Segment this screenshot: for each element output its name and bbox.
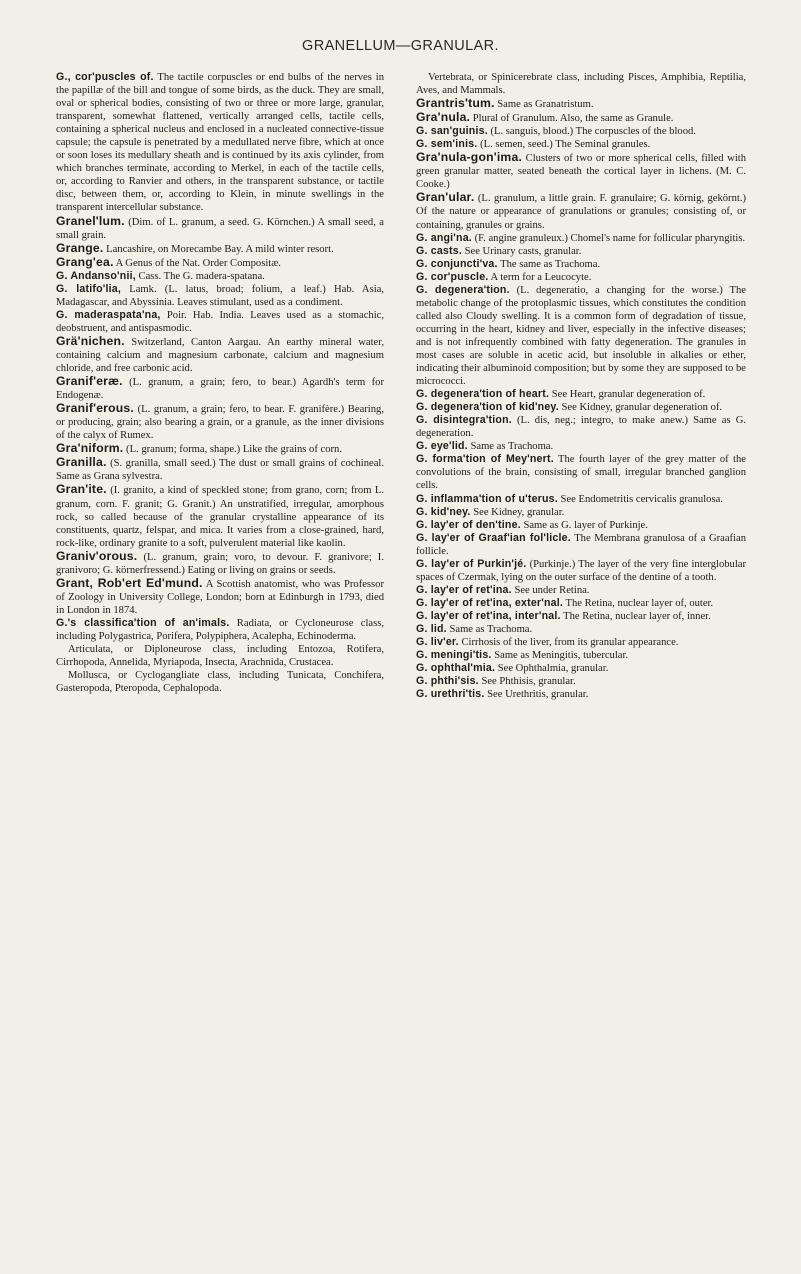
entry-definition: See under Retina. xyxy=(511,584,590,596)
entry-definition: See Endometritis cervicalis granulosa. xyxy=(557,493,723,505)
entry-headword: G. liv'er. xyxy=(416,636,459,649)
entry-definition: A Genus of the Nat. Order Compositæ. xyxy=(113,257,281,269)
entry-headword: Grant, Rob'ert Ed'mund. xyxy=(56,575,203,590)
entry-headword: G. lay'er of Purkin'jé. xyxy=(416,557,527,570)
entry-headword: G. Andanso'nii, xyxy=(56,269,136,282)
entry-headword: Grantris'tum. xyxy=(416,96,495,111)
entry-definition: Same as Granatristum. xyxy=(494,99,594,111)
dictionary-entry xyxy=(416,453,746,492)
entry-definition: See Kidney, granular degeneration of. xyxy=(558,402,723,414)
entry-definition: (L. granum, a grain; fero, to bear.) Agardh's term for Endogenæ. xyxy=(56,377,384,402)
entry-definition: See Ophthalmia, granular. xyxy=(495,663,609,675)
entry-definition: (I. granito, a kind of speckled stone; from grano, corn; from L. granum, corn. F. granit; G. Granit.) An unstratified, irregular, amorphous rock, so called because of the granular crystalline appearance of its constituents, quartz, felspar, and mica. It varies from a close-grained, hard, rock-like, ordinary granite to a soft, pulverulent material like kaolin. xyxy=(56,485,384,549)
entry-headword: G. degenera'tion of heart. xyxy=(416,388,550,401)
dictionary-entry xyxy=(416,584,746,597)
entry-definition: Mollusca, or Cyclogangliate class, including Tunicata, Conchifera, Gasteropoda, Pteropoda, Cephalopoda. xyxy=(56,670,384,695)
entry-definition: (L. semen, seed.) The Seminal granules. xyxy=(477,139,651,151)
dictionary-entry xyxy=(56,617,384,643)
entry-headword: G. kid'ney. xyxy=(416,505,471,518)
entry-definition: A Scottish anatomist, who was Professor of Zoology in University College, London; born at Edinburgh in 1793, died in London in 1874. xyxy=(56,578,384,616)
entry-headword: Gra'nula. xyxy=(416,110,471,125)
dictionary-entry xyxy=(56,242,384,256)
entry-definition: See Kidney, granular. xyxy=(470,506,565,518)
entry-definition: (S. granilla, small seed.) The dust or small grains of cochineal. Same as Grana sylvestra. xyxy=(56,458,384,483)
dictionary-entry xyxy=(56,283,384,309)
entry-definition: Vertebrata, or Spinicerebrate class, including Pisces, Amphibia, Reptilia, Aves, and Mammals. xyxy=(416,72,746,97)
entry-headword: Gra'nula-gon'ima. xyxy=(416,150,523,165)
entry-definition: See Phthisis, granular. xyxy=(478,676,576,688)
entry-definition: (L. degeneratio, a changing for the worse.) The metabolic change of the protoplasmic tissues, which constitutes the condition called also Cloudy swelling. It is a common form of degradation of tissue, occurring in the heart, kidney and liver, especially in the infective diseases; and is not infrequently combined with fatty degeneration. The granules in most cases are soluble in acetic acid, but insoluble in alkalies or ether, indicating their albuminoid composition; but by some they are supposed to be micrococci. xyxy=(416,284,746,388)
entry-headword: Grange. xyxy=(56,240,104,255)
dictionary-entry xyxy=(416,519,746,532)
entry-definition: The fourth layer of the grey matter of the convolutions of the brain, consisting of small, irregular branched ganglion cells. xyxy=(416,454,747,492)
entry-definition: Lamk. (L. latus, broad; folium, a leaf.) Hab. Asia, Madagascar, and Abyssinia. Leaves stimulant, used as a condiment. xyxy=(56,283,384,308)
entry-headword: G. lay'er of ret'ina, inter'nal. xyxy=(416,609,561,622)
entry-definition: Cirrhosis of the liver, from its granular appearance. xyxy=(458,637,679,649)
entry-definition: (L. granum, grain; voro, to devour. F. granivore; I. granivoro; G. körnerfressend.) Eating or living on grains or seeds. xyxy=(56,551,384,576)
entry-headword: Granif'eræ. xyxy=(56,374,123,389)
entry-definition: (L. dis, neg.; integro, to make anew.) Same as G. degeneration. xyxy=(416,415,746,440)
entry-definition: Lancashire, on Morecambe Bay. A mild winter resort. xyxy=(103,243,334,255)
dictionary-entry xyxy=(416,558,746,584)
entry-definition: A term for a Leucocyte. xyxy=(488,271,592,283)
entry-headword: Grang'ea. xyxy=(56,254,114,269)
dictionary-entry xyxy=(56,550,384,577)
dictionary-entry xyxy=(416,125,746,138)
entry-headword: G. san'guinis. xyxy=(416,125,488,138)
entry-definition: (L. granum, a grain; fero, to bear. F. granifère.) Bearing, or producing, grain; also bearing a grain, or a granule, as the inner divisions of the calyx of Rumex. xyxy=(56,404,384,442)
entry-definition: Same as Meningitis, tubercular. xyxy=(491,650,629,662)
dictionary-entry xyxy=(56,375,384,402)
dictionary-entry xyxy=(416,623,746,636)
entry-headword: Granilla. xyxy=(56,455,107,470)
dictionary-entry xyxy=(56,309,384,335)
dictionary-entry xyxy=(416,111,746,125)
dictionary-entry xyxy=(56,215,384,242)
entry-headword: G., cor'puscles of. xyxy=(56,71,154,83)
entry-definition: Same as Trachoma. xyxy=(446,623,533,635)
dictionary-entry xyxy=(416,662,746,675)
entry-headword: G.'s classifica'tion of an'imals. xyxy=(56,616,230,629)
entry-headword: Granel'lum. xyxy=(56,213,125,228)
left-column xyxy=(56,71,384,695)
dictionary-entry xyxy=(416,440,746,453)
entry-definition: The Membrana granulosa of a Graafian follicle. xyxy=(416,532,746,557)
entry-definition: See Urinary casts, granular. xyxy=(461,245,582,257)
right-column xyxy=(416,71,746,701)
entry-headword: G. casts. xyxy=(416,244,462,257)
dictionary-entry xyxy=(416,506,746,519)
entry-headword: G. urethri'tis. xyxy=(416,688,485,701)
dictionary-entry xyxy=(416,688,746,701)
entry-definition: The Retina, nuclear layer of, inner. xyxy=(560,610,711,622)
dictionary-entry xyxy=(56,402,384,442)
entry-definition: Clusters of two or more spherical cells, filled with green granular matter, seated beneath the cortical layer in lichens. (M. C. Cooke.) xyxy=(416,153,746,191)
entry-headword: Graniv'orous. xyxy=(56,548,138,563)
entry-definition: Cass. The G. madera-spatana. xyxy=(135,270,265,282)
entry-definition: (L. sanguis, blood.) The corpuscles of the blood. xyxy=(487,126,696,138)
entry-headword: G. eye'lid. xyxy=(416,440,468,453)
entry-headword: G. ophthal'mia. xyxy=(416,662,496,675)
dictionary-entry xyxy=(416,597,746,610)
dictionary-entry xyxy=(416,532,746,558)
dictionary-entry xyxy=(56,483,384,549)
entry-definition: See Heart, granular degeneration of. xyxy=(549,389,706,401)
dictionary-entry xyxy=(416,636,746,649)
dictionary-entry xyxy=(416,388,746,401)
entry-definition: Same as Trachoma. xyxy=(467,441,554,453)
dictionary-entry xyxy=(416,232,746,245)
entry-headword: G. forma'tion of Mey'nert. xyxy=(416,453,554,466)
dictionary-entry xyxy=(56,442,384,456)
dictionary-entry xyxy=(56,577,384,617)
entry-headword: Granif'erous. xyxy=(56,401,134,416)
dictionary-entry xyxy=(416,271,746,284)
dictionary-entry xyxy=(56,456,384,483)
entry-headword: G. lay'er of ret'ina, exter'nal. xyxy=(416,596,564,609)
entry-definition: (Dim. of L. granum, a seed. G. Körnchen.) A small seed, a small grain. xyxy=(56,216,384,241)
entry-headword: G. phthi'sis. xyxy=(416,675,479,688)
entry-headword: G. conjuncti'va. xyxy=(416,257,498,270)
entry-definition: (L. granum; forma, shape.) Like the grains of corn. xyxy=(123,444,342,456)
dictionary-entry xyxy=(56,643,384,669)
entry-definition: The tactile corpuscles or end bulbs of the nerves in the papillæ of the bill and tongue of some birds, as the duck. They are small, oval or spherical bodies, consisting of two or three or more large, granular, transparent, somewhat flattened, vertically arranged cells, tactile cells, containing a spherical nucleus and enclosed in a nucleated connective-tissue capsule; the capsule is penetrated by a medullated nerve fibre, which at once or soon loses its medullary sheath and is continued by its axis cylinder, from which branches terminate, according to Merkel, in each of the tactile cells, or, according to Ranvier and others, in the transparent substance, or tactile disc, between them, or, according to Klein, in minute swellings in the transparent intercellular substance. xyxy=(56,72,384,214)
entry-headword: G. angi'na. xyxy=(416,231,472,244)
entry-headword: G. sem'inis. xyxy=(416,138,478,151)
entry-headword: Gran'ular. xyxy=(416,190,475,205)
dictionary-entry xyxy=(56,335,384,375)
entry-headword: G. cor'puscle. xyxy=(416,270,489,283)
entry-definition: (F. angine granuleux.) Chomel's name for follicular pharyngitis. xyxy=(471,232,746,244)
entry-definition: The Retina, nuclear layer of, outer. xyxy=(563,597,714,609)
dictionary-entry xyxy=(416,191,746,231)
dictionary-entry xyxy=(56,270,384,283)
dictionary-entry xyxy=(416,414,746,440)
entry-definition: Switzerland, Canton Aargau. An earthy mineral water, containing calcium and magnesium carbonate, calcium and magnesium chloride, and free carbonic acid. xyxy=(56,336,384,375)
entry-headword: G. degenera'tion of kid'ney. xyxy=(416,401,559,414)
dictionary-entry xyxy=(56,669,384,695)
entry-definition: (Purkinje.) The layer of the very fine interglobular spaces of Czermak, lying on the outer surface of the dentine of a tooth. xyxy=(416,558,747,583)
entry-headword: G. lid. xyxy=(416,622,447,635)
entry-headword: G. inflamma'tion of u'terus. xyxy=(416,492,558,505)
entry-definition: See Urethritis, granular. xyxy=(484,689,589,701)
entry-headword: G. disintegra'tion. xyxy=(416,414,512,427)
entry-headword: G. latifo'lia, xyxy=(56,282,122,295)
entry-definition: Plural of Granulum. Also, the same as Granule. xyxy=(470,113,674,125)
dictionary-entry xyxy=(416,675,746,688)
dictionary-entry xyxy=(56,71,384,215)
dictionary-entry xyxy=(416,649,746,662)
entry-headword: Grä'nichen. xyxy=(56,333,125,348)
running-head: GRANELLUM—GRANULAR. xyxy=(302,38,499,54)
entry-headword: G. lay'er of Graaf'ian fol'licle. xyxy=(416,531,571,544)
dictionary-entry xyxy=(416,610,746,623)
dictionary-entry xyxy=(416,71,746,97)
entry-definition: Poir. Hab. India. Leaves used as a stomachic, deobstruent, and antispasmodic. xyxy=(56,309,384,334)
entry-headword: Gran'ite. xyxy=(56,482,107,497)
entry-definition: Articulata, or Diploneurose class, including Entozoa, Rotifera, Cirrhopoda, Annelida, Myriapoda, Insecta, Arachnida, Crustacea. xyxy=(56,644,384,669)
entry-definition: Same as G. layer of Purkinje. xyxy=(520,519,648,531)
dictionary-entry xyxy=(416,401,746,414)
entry-headword: G. lay'er of den'tine. xyxy=(416,518,521,531)
dictionary-entry xyxy=(416,258,746,271)
dictionary-entry xyxy=(416,151,746,191)
entry-headword: G. lay'er of ret'ina. xyxy=(416,583,512,596)
entry-definition: (L. granulum, a little grain. F. granulaire; G. körnig, gekörnt.) Of the nature or appearance of granulations or granules; consisting of, or containing, granules or grains. xyxy=(416,193,746,231)
entry-definition: Radiata, or Cycloneurose class, including Polygastrica, Porifera, Polypiphera, Acalepha, Echinoderma. xyxy=(56,617,384,642)
dictionary-entry xyxy=(416,97,746,111)
entry-definition: The same as Trachoma. xyxy=(497,258,601,270)
entry-headword: G. degenera'tion. xyxy=(416,283,510,296)
dictionary-entry xyxy=(416,493,746,506)
dictionary-entry xyxy=(416,245,746,258)
entry-headword: G. maderaspata'na, xyxy=(56,308,161,321)
dictionary-entry xyxy=(416,284,746,388)
entry-headword: G. meningi'tis. xyxy=(416,649,492,662)
dictionary-entry xyxy=(56,256,384,270)
entry-headword: Gra'niform. xyxy=(56,441,124,456)
